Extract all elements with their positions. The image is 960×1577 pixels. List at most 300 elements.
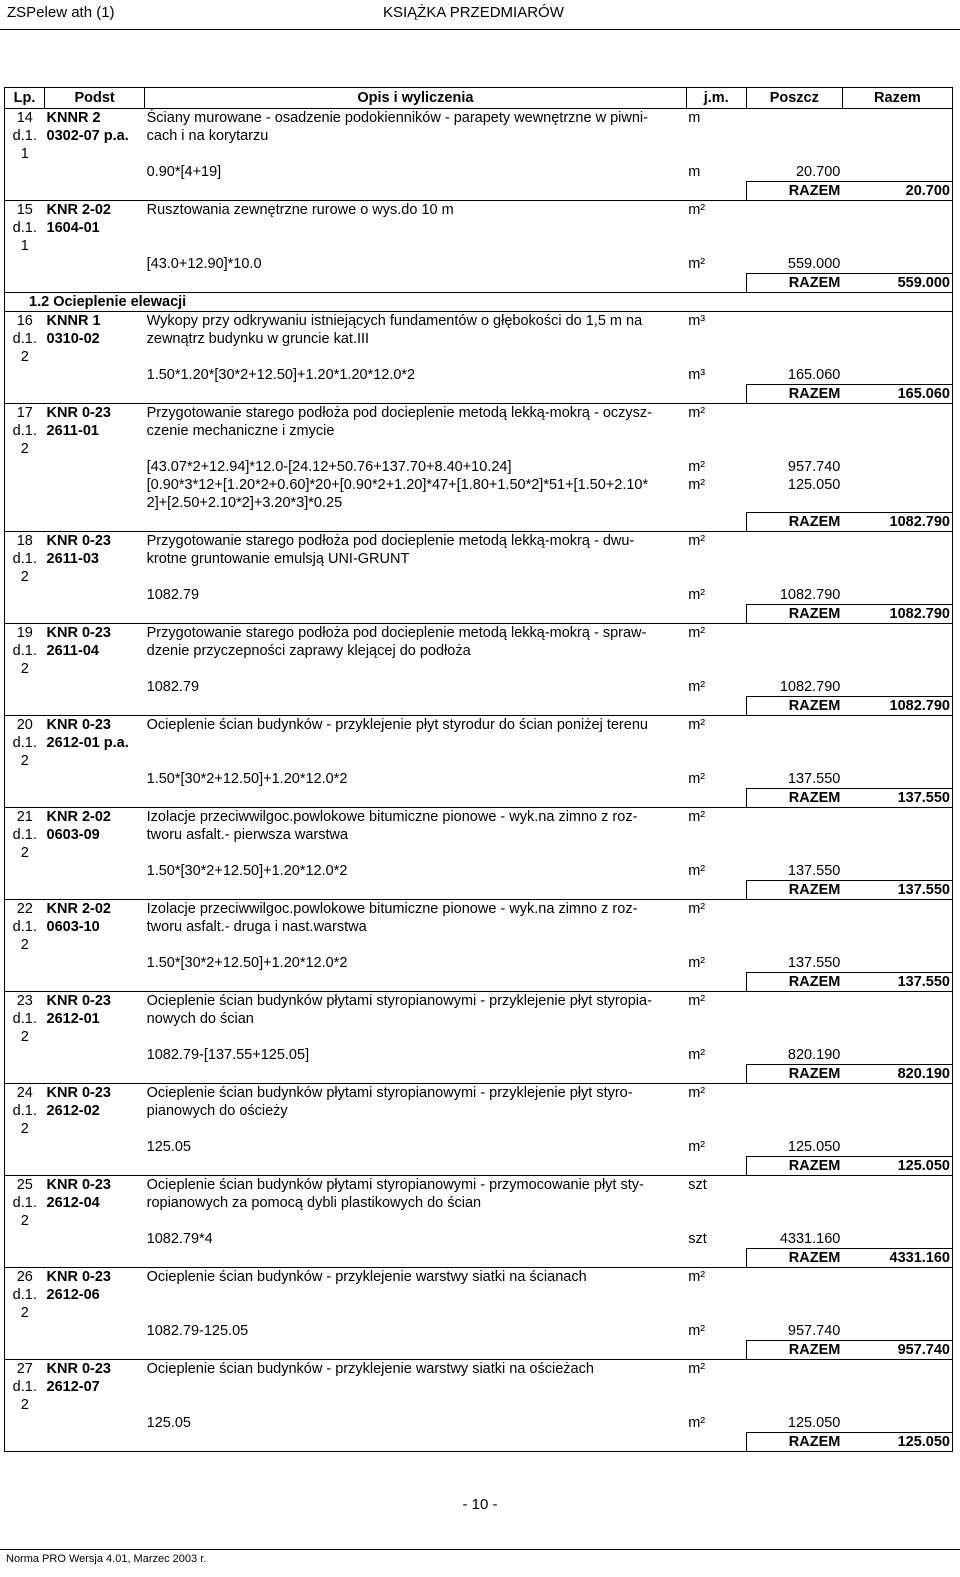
item-podstawa: [45, 1046, 145, 1065]
item-blank: [686, 972, 746, 991]
item-subrow: [5, 385, 953, 404]
item-podstawa: [45, 1396, 145, 1414]
item-description: zewnątrz budynku w gruncie kat.III: [146, 331, 370, 347]
item-subrow: [5, 1304, 953, 1322]
item-subrow: [5, 936, 953, 954]
item-calculation: [43.07*2+12.94]*12.0-[24.12+50.76+137.70+8.40+10.24]: [146, 459, 512, 475]
item-unit: m²: [686, 1267, 746, 1286]
razem-label: RAZEM: [746, 1064, 842, 1083]
item-subrow: [5, 494, 953, 512]
item-blank: [145, 1248, 687, 1267]
item-row: [5, 807, 953, 826]
item-subrow: [5, 1340, 953, 1359]
item-blank: [686, 440, 746, 458]
item-subrow: [5, 586, 953, 605]
item-podstawa: [45, 954, 145, 973]
item-blank: [842, 348, 952, 366]
item-calculation: 2]+[2.50+2.10*2]+3.20*3]*0.25: [146, 495, 343, 511]
header-title: KSIĄŻKA PRZEDMIARÓW: [383, 4, 564, 21]
item-subrow: [5, 1138, 953, 1157]
item-lp: [5, 954, 45, 973]
item-blank: [842, 404, 952, 423]
item-blank: [842, 201, 952, 220]
item-blank: [842, 1378, 952, 1396]
item-blank: [746, 531, 842, 550]
item-podstawa: KNR 0-23: [45, 623, 145, 642]
item-lp: [5, 366, 45, 385]
item-subrow: [5, 788, 953, 807]
item-row: [5, 899, 953, 918]
item-blank: [686, 1396, 746, 1414]
item-subrow: [5, 1156, 953, 1175]
item-blank: [842, 1322, 952, 1341]
item-podstawa: 2611-01: [46, 423, 99, 439]
item-blank: [842, 330, 952, 348]
item-lp: [5, 494, 45, 512]
item-row: [5, 404, 953, 423]
item-row: [5, 312, 953, 331]
item-blank: [842, 1046, 952, 1065]
item-subrow: [5, 696, 953, 715]
item-blank: [145, 385, 687, 404]
item-blank: [145, 660, 687, 678]
razem-value: 1082.790: [842, 604, 952, 623]
item-podstawa: [45, 348, 145, 366]
item-podstawa: [45, 1230, 145, 1249]
calc-value: 957.740: [787, 459, 841, 475]
item-podstawa: [45, 163, 145, 182]
razem-value: 137.550: [842, 880, 952, 899]
item-blank: [686, 330, 746, 348]
item-subrow: [5, 550, 953, 568]
item-blank: [686, 604, 746, 623]
item-description: dzenie przyczepności zaprawy klejącej do podłoża: [146, 642, 471, 659]
item-row: [5, 531, 953, 550]
item-lp: [5, 1322, 45, 1341]
calc-value: 4331.160: [779, 1230, 841, 1247]
calc-value: 1082.790: [779, 678, 841, 695]
item-blank: [746, 623, 842, 642]
item-blank: [145, 1028, 687, 1046]
item-podstawa: 2612-01 p.a.: [46, 734, 129, 751]
item-unit: m²: [686, 1083, 746, 1102]
item-blank: [746, 237, 842, 255]
item-subrow: [5, 734, 953, 752]
item-blank: [686, 550, 746, 568]
item-blank: [145, 1378, 687, 1396]
item-blank: [842, 366, 952, 385]
item-subrow: [5, 348, 953, 366]
item-blank: [842, 586, 952, 605]
item-blank: [842, 642, 952, 660]
item-row: [5, 1359, 953, 1378]
item-row: [5, 201, 953, 220]
item-blank: [686, 182, 746, 201]
calc-unit: m²: [688, 678, 706, 695]
item-lp: 2: [5, 752, 45, 770]
item-lp: [5, 1248, 45, 1267]
item-subrow: [5, 1212, 953, 1230]
item-lp: 14: [5, 109, 45, 128]
item-podstawa: [45, 512, 145, 531]
item-unit: m³: [686, 312, 746, 331]
item-blank: [842, 1175, 952, 1194]
item-podstawa: KNNR 2: [45, 109, 145, 128]
item-blank: [842, 1120, 952, 1138]
calc-value: 125.050: [787, 1138, 841, 1155]
item-blank: [746, 734, 842, 752]
item-blank: [686, 1156, 746, 1175]
footer-divider: [0, 1549, 960, 1550]
item-blank: [145, 1396, 687, 1414]
item-lp: d.1.: [5, 1194, 45, 1212]
item-blank: [842, 752, 952, 770]
item-blank: [842, 623, 952, 642]
item-blank: [686, 844, 746, 862]
item-lp: [5, 1138, 45, 1157]
col-opis: Opis i wyliczenia: [145, 88, 687, 109]
item-description: Ocieplenie ścian budynków - przyklejenie płyt styrodur do ścian poniżej terenu: [145, 715, 687, 734]
item-blank: [842, 550, 952, 568]
item-unit: m²: [686, 623, 746, 642]
item-lp: [5, 458, 45, 476]
item-blank: [842, 1396, 952, 1414]
item-description: Rusztowania zewnętrzne rurowe o wys.do 10 m: [145, 201, 687, 220]
section-number: 1.2: [29, 294, 50, 310]
item-lp: 2: [5, 1212, 45, 1230]
item-podstawa: [45, 1414, 145, 1433]
item-subrow: [5, 1120, 953, 1138]
item-lp: 16: [5, 312, 45, 331]
item-blank: [145, 604, 687, 623]
item-subrow: [5, 1414, 953, 1433]
item-podstawa: KNR 0-23: [45, 715, 145, 734]
calc-unit: m²: [688, 256, 706, 272]
section-row: [5, 293, 953, 312]
item-blank: [746, 201, 842, 220]
razem-value: 1082.790: [842, 696, 952, 715]
item-blank: [842, 954, 952, 973]
item-podstawa: [45, 788, 145, 807]
razem-label: RAZEM: [746, 604, 842, 623]
item-row: [5, 1175, 953, 1194]
item-unit: m²: [686, 404, 746, 423]
razem-value: 165.060: [842, 385, 952, 404]
item-blank: [686, 1028, 746, 1046]
item-lp: 27: [5, 1359, 45, 1378]
item-blank: [686, 1432, 746, 1451]
item-blank: [842, 807, 952, 826]
item-lp: [5, 1156, 45, 1175]
item-lp: 18: [5, 531, 45, 550]
calc-value: 137.550: [787, 954, 841, 971]
item-lp: [5, 862, 45, 881]
item-blank: [746, 1304, 842, 1322]
item-lp: [5, 182, 45, 201]
item-subrow: [5, 1194, 953, 1212]
col-poszcz: Poszcz: [746, 88, 842, 109]
item-lp: 26: [5, 1267, 45, 1286]
razem-value: 137.550: [842, 972, 952, 991]
item-podstawa: [45, 568, 145, 586]
item-podstawa: [45, 770, 145, 789]
item-podstawa: [45, 1138, 145, 1157]
item-blank: [145, 1432, 687, 1451]
calc-value: 1082.790: [779, 586, 841, 603]
item-lp: [5, 163, 45, 182]
item-podstawa: [45, 586, 145, 605]
item-blank: [746, 991, 842, 1010]
item-lp: [5, 604, 45, 623]
item-calculation: 0.90*[4+19]: [146, 164, 222, 180]
item-blank: [842, 844, 952, 862]
item-lp: 24: [5, 1083, 45, 1102]
item-lp: 20: [5, 715, 45, 734]
item-lp: [5, 1064, 45, 1083]
item-blank: [746, 826, 842, 844]
item-lp: d.1.: [5, 550, 45, 568]
razem-label: RAZEM: [746, 696, 842, 715]
item-podstawa: [45, 604, 145, 623]
item-blank: [746, 1194, 842, 1212]
section-title: Ocieplenie elewacji: [53, 294, 187, 310]
item-blank: [145, 440, 687, 458]
item-podstawa: 2612-01: [46, 1010, 100, 1027]
item-lp: 2: [5, 348, 45, 366]
item-podstawa: KNR 2-02: [45, 807, 145, 826]
item-blank: [145, 182, 687, 201]
item-lp: [5, 678, 45, 697]
item-podstawa: 2612-07: [46, 1378, 100, 1395]
item-blank: [145, 752, 687, 770]
calc-unit: m²: [688, 770, 706, 787]
item-podstawa: [45, 145, 145, 163]
razem-label: RAZEM: [746, 1156, 842, 1175]
item-blank: [746, 1212, 842, 1230]
item-lp: d.1.: [5, 1286, 45, 1304]
item-podstawa: [45, 972, 145, 991]
item-blank: [842, 678, 952, 697]
item-unit: m: [686, 109, 746, 128]
calc-value: 137.550: [787, 862, 841, 879]
item-blank: [842, 715, 952, 734]
item-blank: [145, 788, 687, 807]
item-description: Ocieplenie ścian budynków płytami styropianowymi - przymocowanie płyt sty-: [145, 1175, 687, 1194]
item-blank: [842, 1230, 952, 1249]
item-calculation: 1.50*[30*2+12.50]+1.20*12.0*2: [146, 862, 348, 879]
item-blank: [746, 1102, 842, 1120]
item-lp: 17: [5, 404, 45, 423]
item-blank: [842, 1010, 952, 1028]
razem-label: RAZEM: [746, 972, 842, 991]
item-subrow: [5, 237, 953, 255]
calc-unit: m²: [688, 477, 706, 493]
item-blank: [145, 568, 687, 586]
item-blank: [842, 458, 952, 476]
item-lp: [5, 696, 45, 715]
item-subrow: [5, 1230, 953, 1249]
item-lp: d.1.: [5, 422, 45, 440]
item-blank: [842, 1212, 952, 1230]
item-blank: [842, 109, 952, 128]
item-blank: [686, 880, 746, 899]
item-subrow: [5, 127, 953, 145]
item-subrow: [5, 440, 953, 458]
item-blank: [746, 1083, 842, 1102]
item-subrow: [5, 1322, 953, 1341]
item-subrow: [5, 274, 953, 293]
item-podstawa: [45, 1120, 145, 1138]
item-subrow: [5, 1102, 953, 1120]
col-lp: Lp.: [5, 88, 45, 109]
item-podstawa: [45, 255, 145, 274]
col-podst: Podst: [45, 88, 145, 109]
item-podstawa: KNR 0-23: [45, 1267, 145, 1286]
item-podstawa: [45, 696, 145, 715]
item-podstawa: 2612-06: [46, 1286, 100, 1303]
item-blank: [746, 219, 842, 237]
table-header-row: [5, 88, 953, 109]
item-blank: [746, 145, 842, 163]
item-podstawa: [45, 1432, 145, 1451]
item-podstawa: [45, 182, 145, 201]
item-blank: [686, 1194, 746, 1212]
item-blank: [686, 734, 746, 752]
item-description: Ocieplenie ścian budynków płytami styropianowymi - przyklejenie płyt styro-: [145, 1083, 687, 1102]
item-lp: d.1.: [5, 642, 45, 660]
item-podstawa: [45, 660, 145, 678]
item-lp: d.1.: [5, 219, 45, 237]
item-subrow: [5, 972, 953, 991]
item-podstawa: 1604-01: [46, 220, 100, 236]
item-blank: [746, 568, 842, 586]
item-description: Ocieplenie ścian budynków - przyklejenie warstwy siatki na ścianach: [145, 1267, 687, 1286]
item-blank: [842, 1304, 952, 1322]
item-lp: [5, 880, 45, 899]
item-blank: [746, 440, 842, 458]
item-subrow: [5, 512, 953, 531]
razem-label: RAZEM: [746, 1248, 842, 1267]
item-unit: m²: [686, 1359, 746, 1378]
item-blank: [746, 715, 842, 734]
calc-value: 957.740: [787, 1322, 841, 1339]
item-unit: m²: [686, 807, 746, 826]
razem-value: 125.050: [842, 1432, 952, 1451]
item-subrow: [5, 1046, 953, 1065]
item-blank: [842, 127, 952, 145]
item-lp: [5, 770, 45, 789]
item-blank: [686, 936, 746, 954]
item-podstawa: KNR 0-23: [45, 404, 145, 423]
item-blank: [842, 476, 952, 494]
item-podstawa: KNR 2-02: [45, 201, 145, 220]
item-podstawa: [45, 1028, 145, 1046]
item-blank: [145, 274, 687, 293]
item-blank: [686, 385, 746, 404]
item-row: [5, 623, 953, 642]
item-blank: [686, 1378, 746, 1396]
item-lp: d.1.: [5, 127, 45, 145]
item-subrow: [5, 1396, 953, 1414]
calc-value: 137.550: [787, 770, 841, 787]
item-description: nowych do ścian: [146, 1010, 254, 1027]
razem-value: 20.700: [842, 182, 952, 201]
item-lp: [5, 586, 45, 605]
item-blank: [746, 936, 842, 954]
item-podstawa: [45, 936, 145, 954]
item-podstawa: KNR 0-23: [45, 1359, 145, 1378]
item-blank: [746, 109, 842, 128]
estimate-table: [4, 87, 953, 1452]
item-blank: [686, 1212, 746, 1230]
item-subrow: [5, 1286, 953, 1304]
item-lp: [5, 1046, 45, 1065]
item-blank: [746, 404, 842, 423]
item-lp: 23: [5, 991, 45, 1010]
item-lp: [5, 972, 45, 991]
item-calculation: 1.50*[30*2+12.50]+1.20*12.0*2: [146, 770, 348, 787]
item-lp: 2: [5, 1120, 45, 1138]
item-blank: [746, 1359, 842, 1378]
item-blank: [686, 1120, 746, 1138]
item-blank: [842, 255, 952, 274]
item-lp: 2: [5, 844, 45, 862]
item-unit: m²: [686, 531, 746, 550]
item-blank: [842, 1102, 952, 1120]
item-podstawa: 0302-07 p.a.: [46, 128, 129, 144]
item-podstawa: [45, 385, 145, 404]
item-description: pianowych do ościeży: [146, 1102, 288, 1119]
calc-unit: m³: [688, 367, 706, 383]
razem-value: 1082.790: [842, 512, 952, 531]
item-subrow: [5, 145, 953, 163]
item-lp: [5, 1230, 45, 1249]
col-jm: j.m.: [686, 88, 746, 109]
item-subrow: [5, 366, 953, 385]
item-description: Ocieplenie ścian budynków płytami styropianowymi - przyklejenie płyt styropia-: [145, 991, 687, 1010]
item-blank: [842, 237, 952, 255]
calc-value: 125.050: [787, 477, 841, 493]
item-unit: m²: [686, 899, 746, 918]
item-lp: 2: [5, 1304, 45, 1322]
item-lp: 1: [5, 237, 45, 255]
item-lp: d.1.: [5, 1378, 45, 1396]
item-blank: [842, 734, 952, 752]
item-description: Izolacje przeciwwilgoc.powlokowe bitumiczne pionowe - wyk.na zimno z roz-: [145, 807, 687, 826]
item-calculation: 1.50*1.20*[30*2+12.50]+1.20*1.20*12.0*2: [146, 367, 416, 383]
razem-value: 559.000: [842, 274, 952, 293]
item-lp: 2: [5, 1028, 45, 1046]
item-lp: d.1.: [5, 734, 45, 752]
calc-value: 125.050: [787, 1414, 841, 1431]
item-blank: [746, 1175, 842, 1194]
item-podstawa: [45, 844, 145, 862]
item-blank: [686, 788, 746, 807]
item-lp: [5, 1414, 45, 1433]
item-row: [5, 1267, 953, 1286]
item-calculation: 125.05: [146, 1414, 191, 1431]
item-blank: [686, 568, 746, 586]
item-lp: 1: [5, 145, 45, 163]
item-podstawa: KNR 0-23: [45, 991, 145, 1010]
item-blank: [145, 1304, 687, 1322]
item-blank: [145, 1340, 687, 1359]
item-blank: [842, 826, 952, 844]
section-header: [5, 293, 953, 312]
item-lp: [5, 512, 45, 531]
item-blank: [842, 1414, 952, 1433]
item-blank: [686, 237, 746, 255]
